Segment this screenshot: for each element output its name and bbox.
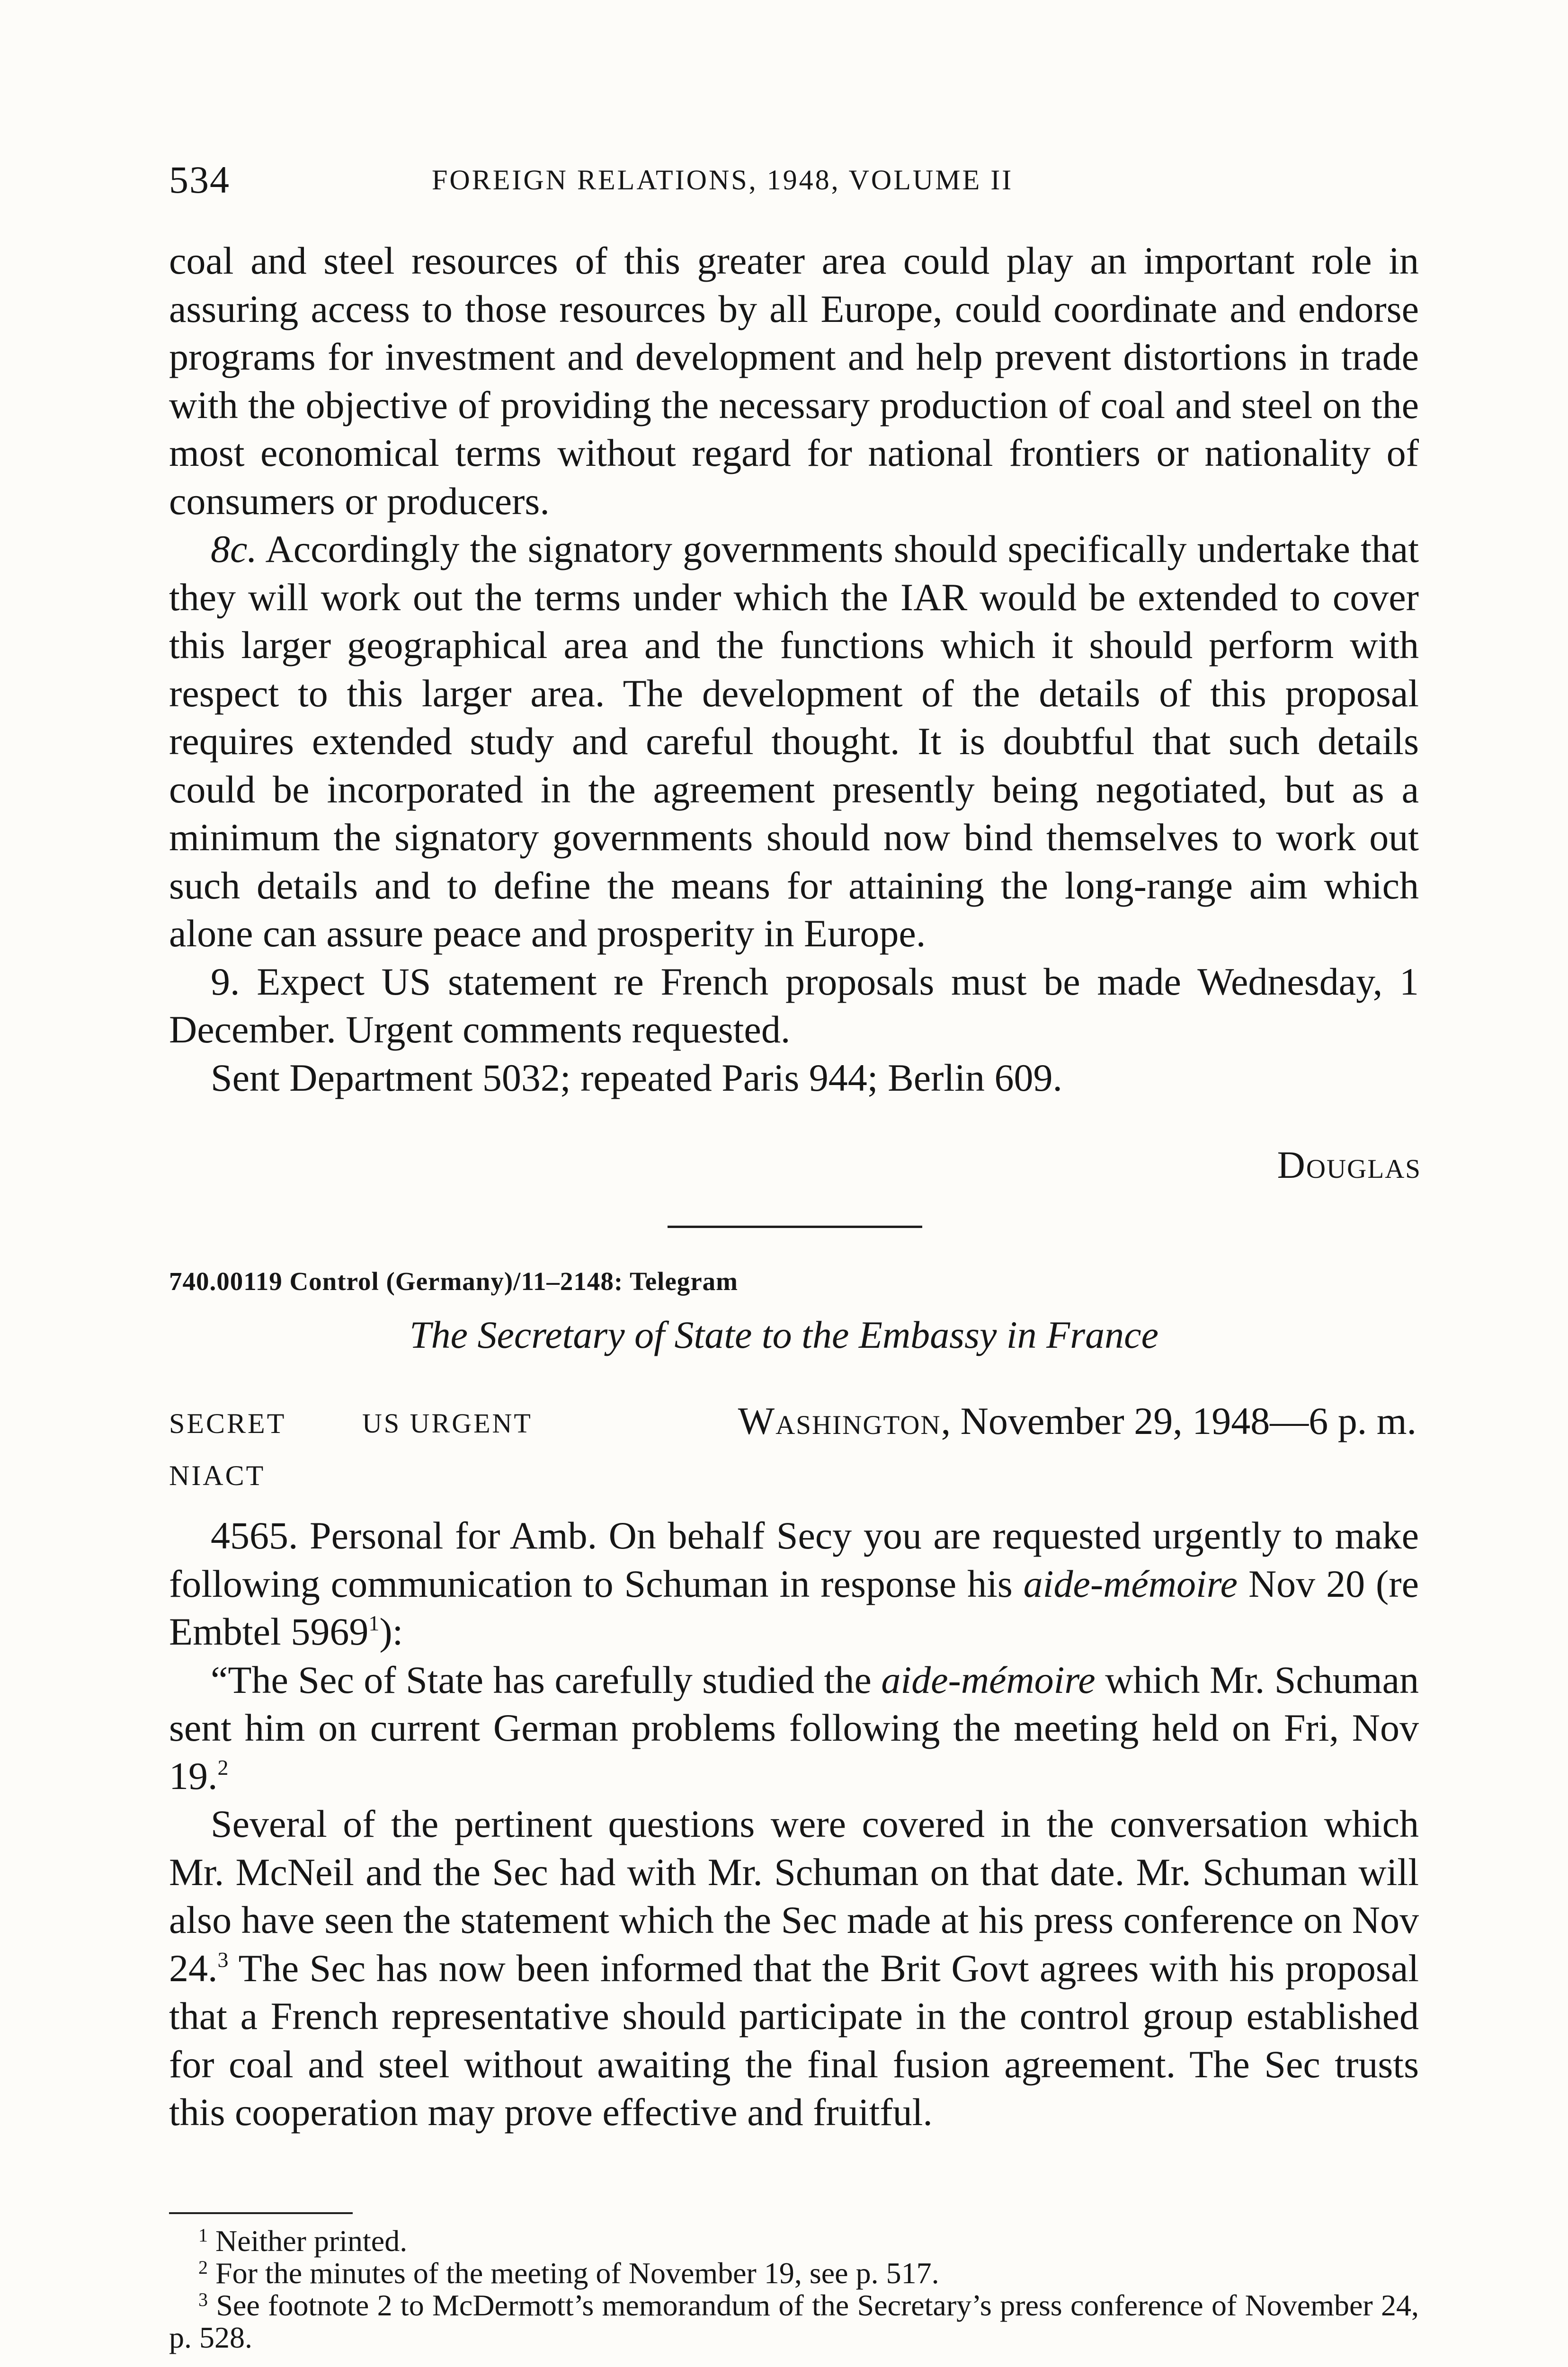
precedence: US URGENT <box>362 1408 533 1439</box>
continued-telegram-text <box>169 237 1419 1102</box>
file-reference: 740.00119 Control (Germany)/11–2148: Telegram <box>169 1267 738 1296</box>
paragraph-continuation: coal and steel resources of this greater area could play an important role in assuring access to those resources by all Europe, could coordinate and endorse programs for investment and development and help prevent distortions in trade with the objective of providing the necessary production of coal and steel on the most economical terms without regard for national frontiers or nationality of consumers or producers. <box>169 239 1419 523</box>
paragraph-8c <box>169 525 1419 958</box>
footnote <box>169 2257 1419 2289</box>
footnote-ref: 2 <box>217 1755 229 1780</box>
footnote-number: 3 <box>198 2289 208 2310</box>
text-run: “The Sec of State has carefully studied the <box>211 1658 882 1701</box>
classification: SECRET <box>169 1408 286 1439</box>
text-run: The Sec has now been informed that the Brit Govt agrees with his proposal that a French representative should participate in the control group established for coal and steel without awaiting the final fusion agreement. The Sec trusts this cooperation may prove effective and fruitful. <box>169 1946 1419 2134</box>
page-number: 534 <box>169 158 230 201</box>
dateline-date: , November 29, 1948—6 p. m. <box>941 1399 1417 1442</box>
page-header <box>169 159 1418 201</box>
footnotes <box>169 2225 1419 2354</box>
footnote-ref: 1 <box>368 1611 380 1635</box>
dateline-place: Washington <box>738 1399 941 1442</box>
text-run: which Mr. Schuman sent him on current German problems following the meeting held on Fri, Nov 19. <box>169 1658 1419 1797</box>
running-head: FOREIGN RELATIONS, 1948, VOLUME II <box>432 164 1014 196</box>
paragraph-label: 8c. <box>211 527 257 570</box>
paragraph-9: 9. Expect US statement re French proposals must be made Wednesday, 1 December. Urgent comments requested. <box>169 960 1419 1051</box>
telegram-text <box>169 1512 1419 2136</box>
footnote <box>169 2289 1419 2354</box>
text-run: Nov 20 (re Embtel 5969 <box>169 1562 1419 1653</box>
footnote-number: 2 <box>198 2257 208 2278</box>
telegram-paragraph-3 <box>169 1800 1419 2136</box>
telegram-paragraph-2 <box>169 1656 1419 1800</box>
footnote-text: For the minutes of the meeting of November 19, see p. 517. <box>215 2256 939 2290</box>
distribution-note: Sent Department 5032; repeated Paris 944; Berlin 609. <box>211 1056 1063 1099</box>
footnote <box>169 2225 1419 2257</box>
footnote-number: 1 <box>198 2225 208 2246</box>
footnote-text: See footnote 2 to McDermott’s memorandum of the Secretary’s press conference of November 24, p. 528. <box>169 2288 1419 2354</box>
section-divider <box>668 1226 922 1228</box>
text-run: 4565. Personal for Amb. On behalf Secy you are requested urgently to make following communication to Schuman in response his <box>169 1514 1419 1605</box>
document-title: The Secretary of State to the Embassy in France <box>410 1313 1158 1356</box>
paragraph-text: Accordingly the signatory governments should specifically undertake that they will work out the terms under which the IAR would be extended to cover this larger geographical area and the functions which it should perform with respect to this larger area. The development of the details of this proposal requires extended study and careful thought. It is doubtful that such details could be incorporated in the agreement presently being negotiated, but as a minimum the signatory governments should now bind themselves to work out such details and to define the means for attaining the long-range aim which alone can assure peace and prosperity in Europe. <box>169 527 1419 955</box>
distribution: NIACT <box>169 1460 266 1491</box>
italic-term: aide-mémoire <box>881 1658 1096 1701</box>
text-run: Several of the pertinent questions were covered in the conversation which Mr. McNeil and the Sec had with Mr. Schuman on that date. Mr. Schuman will also have seen the statement which the Sec made at his press conference on Nov 24. <box>169 1802 1419 1990</box>
footnote-divider <box>169 2212 353 2214</box>
text-run: ): <box>379 1610 403 1653</box>
signature: Douglas <box>1277 1143 1421 1186</box>
footnote-ref: 3 <box>217 1947 229 1972</box>
footnote-text: Neither printed. <box>215 2224 408 2258</box>
telegram-paragraph-1 <box>169 1512 1419 1656</box>
dateline <box>661 1397 1417 1445</box>
italic-term: aide-mémoire <box>1023 1562 1238 1605</box>
